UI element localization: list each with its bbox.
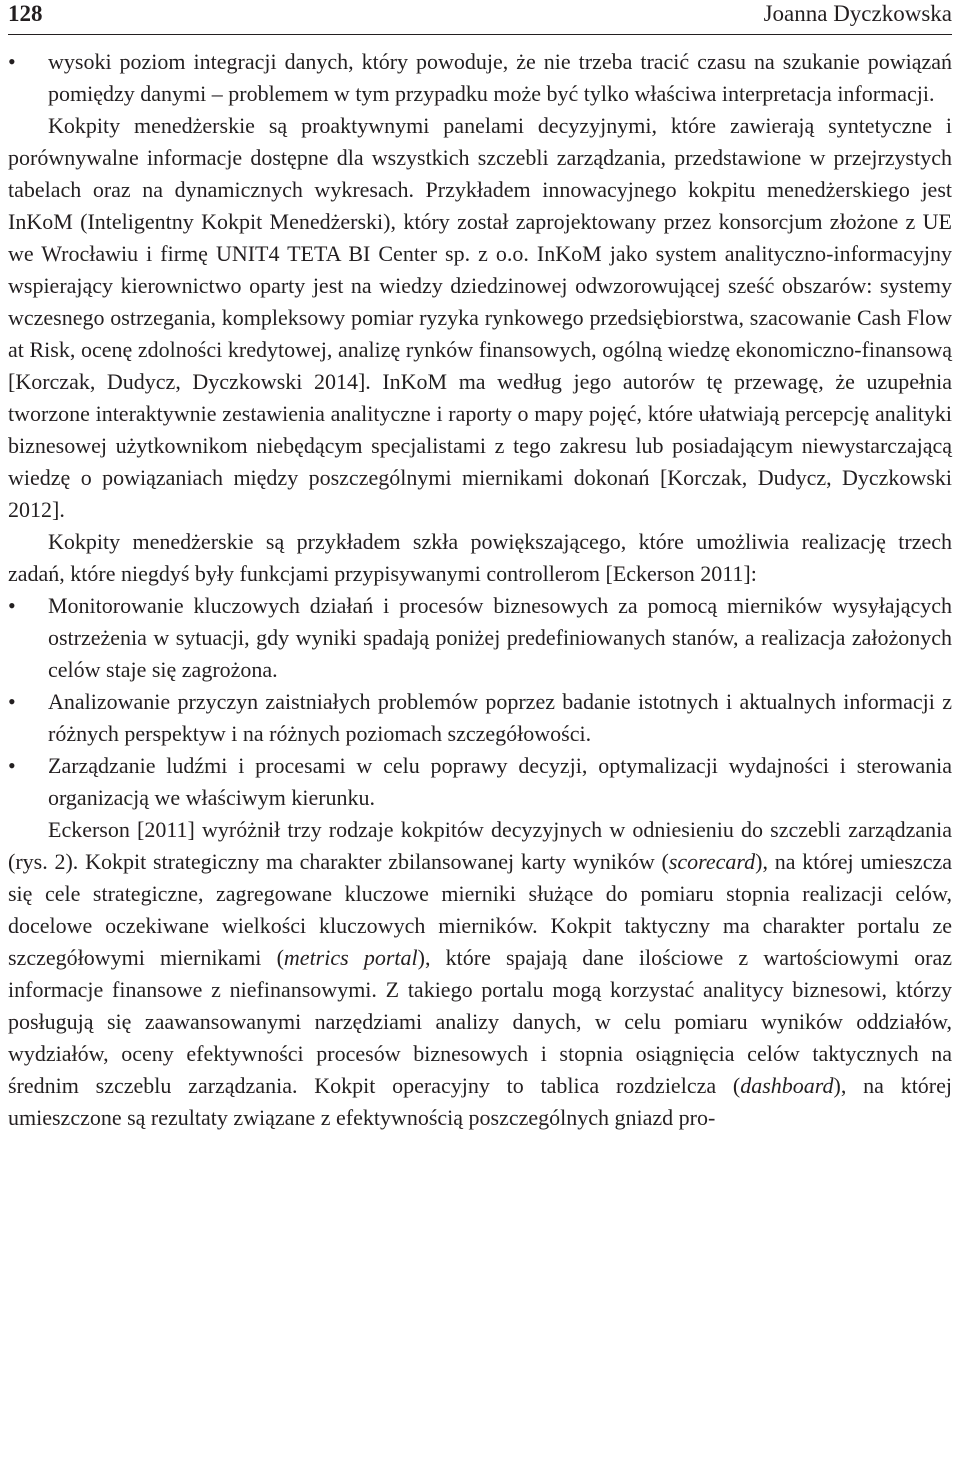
paragraph-text: ), na której umieszcza się cele strategiczne, zagregowane kluczowe mierniki służące do pomiaru stopnia realizacji celów, docelowe oczekiwane wielkości kluczowych mierników. Kokpit taktyczny ma charakter portalu ze szczegółowymi miernikami ( [8,849,952,970]
page-number: 128 [8,1,43,26]
running-header-author: Joanna Dyczkowska [763,1,952,26]
bullet-marker: • [8,753,16,778]
bullet-text: Analizowanie przyczyn zaistniałych problemów poprzez badanie istotnych i aktualnych informacji z różnych perspektyw i na różnych poziomach szczegółowości. [48,689,952,746]
bullet-item [8,686,952,750]
paragraph [8,814,952,1134]
emphasis-term: scorecard [668,849,756,874]
bullet-item [8,590,952,686]
bullet-text: Zarządzanie ludźmi i procesami w celu poprawy decyzji, optymalizacji wydajności i sterowania organizacją we właściwym kierunku. [48,753,952,810]
emphasis-term: metrics portal [283,945,418,970]
paragraph-text: Eckerson [2011] wyróżnił trzy rodzaje kokpitów decyzyjnych w odniesieniu do szczebli zarządzania (rys. 2). Kokpit strategiczny ma charakter zbilansowanej karty wyników ( [8,817,952,874]
bullet-item [8,750,952,814]
bullet-text: Monitorowanie kluczowych działań i procesów biznesowych za pomocą mierników wysyłających ostrzeżenia w sytuacji, gdy wyniki spadają poniżej predefiniowanych stanów, a realizacja założonych celów staje się zagrożona. [48,593,952,682]
running-header [8,0,952,35]
bullet-marker: • [8,593,16,618]
paragraph: Kokpity menedżerskie są przykładem szkła powiększającego, które umożliwia realizację trzech zadań, które niegdyś były funkcjami przypisywanymi controllerom [Eckerson 2011]: [8,529,952,586]
bullet-marker: • [8,49,16,74]
bullet-text: wysoki poziom integracji danych, który powoduje, że nie trzeba tracić czasu na szukanie powiązań pomiędzy danymi – problemem w tym przypadku może być tylko właściwa interpretacja informacji. [48,49,952,106]
paragraph-text: ), które spajają dane ilościowe z wartościowymi oraz informacje finansowe z niefinansowymi. Z takiego portalu mogą korzystać analitycy biznesowi, którzy posługują się zaawansowanymi narzędziami analizy danych, w celu pomiaru wyników oddziałów, wydziałów, oceny efektywności procesów biznesowych i stopnia osiągnięcia celów taktycznych na średnim szczeblu zarządzania. Kokpit operacyjny to tablica rozdzielcza ( [8,945,952,1098]
bullet-marker: • [8,689,16,714]
bullet-item [8,46,952,110]
document-page [8,0,952,1134]
emphasis-term: dashboard [740,1073,834,1098]
body-text [8,46,952,1134]
paragraph: Kokpity menedżerskie są proaktywnymi panelami decyzyjnymi, które zawierają syntetyczne i porównywalne informacje dostępne dla wszystkich szczebli zarządzania, przedstawione w przejrzystych tabelach oraz na dynamicznych wykresach. Przykładem innowacyjnego kokpitu menedżerskiego jest InKoM (Inteligentny Kokpit Menedżerski), który został zaprojektowany przez konsorcjum złożone z UE we Wrocławiu i firmę UNIT4 TETA BI Center sp. z o.o. InKoM jako system analityczno-informacyjny wspierający kierownictwo oparty jest na wiedzy dziedzinowej odwzorowującej sześć obszarów: systemy wczesnego ostrzegania, kompleksowy pomiar ryzyka rynkowego przedsiębiorstwa, szacowanie Cash Flow at Risk, ocenę zdolności kredytowej, analizę rynków finansowych, ogólną wiedzę ekonomiczno-finansową [Korczak, Dudycz, Dyczkowski 2014]. InKoM ma według jego autorów tę przewagę, że uzupełnia tworzone interaktywnie zestawienia analityczne i raporty o mapy pojęć, które ułatwiają percepcję analityki biznesowej użytkownikom niebędącym specjalistami z tego zakresu lub posiadającym niewystarczającą wiedzę o powiązaniach między poszczególnymi miernikami dokonań [Korczak, Dudycz, Dyczkowski 2012]. [8,113,952,522]
paragraph-text: ), na której umieszczone są rezultaty związane z efektywnością poszczególnych gniazd pro- [8,1073,953,1130]
